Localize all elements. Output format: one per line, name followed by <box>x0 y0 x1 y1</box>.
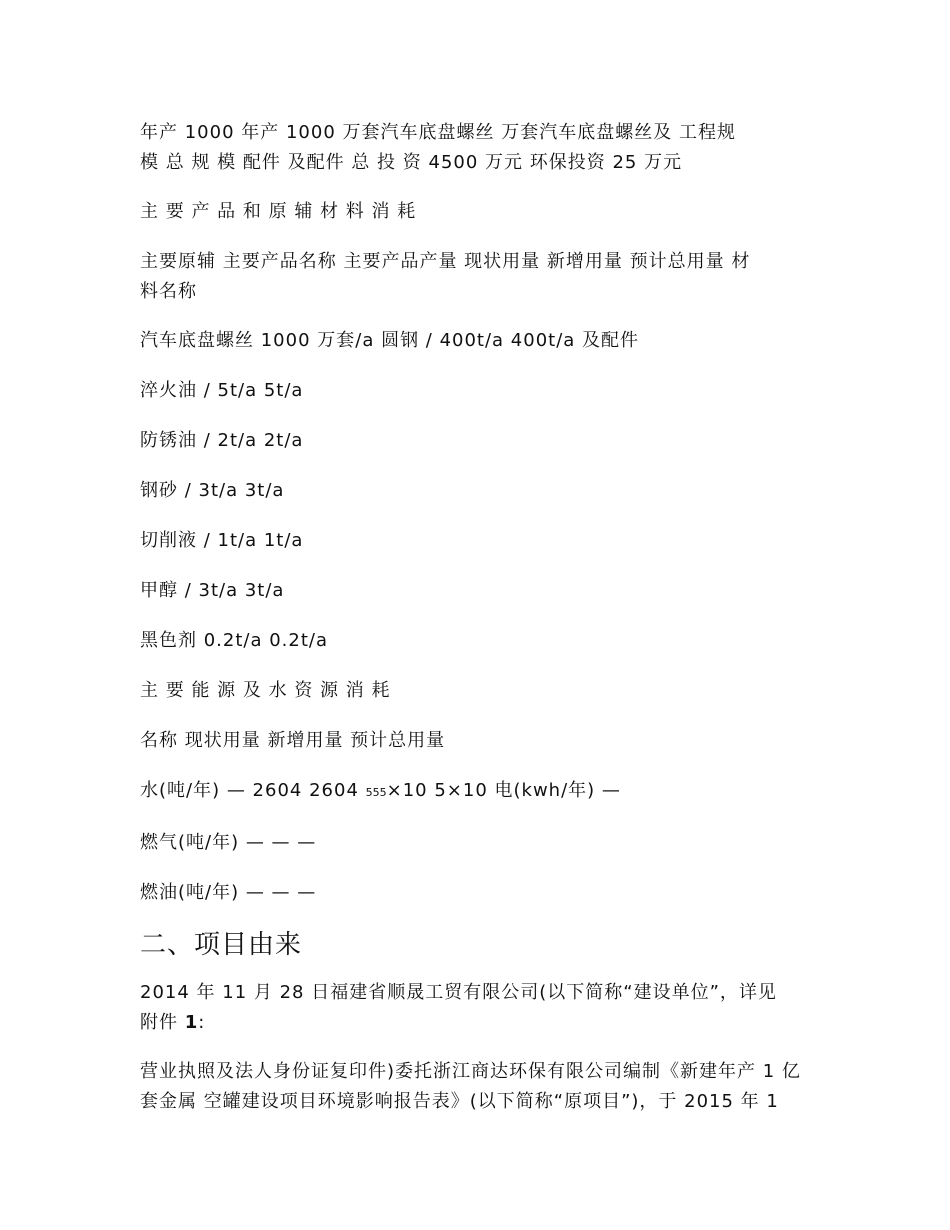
electricity-usage-text: ×10 5×10 电(kwh/年) — <box>386 780 621 801</box>
materials-header-line-1: 主要原辅 主要产品名称 主要产品产量 现状用量 新增用量 预计总用量 材 <box>140 251 751 272</box>
energy-section-title: 主 要 能 源 及 水 资 源 消 耗 <box>140 680 391 701</box>
water-usage-text: 水(吨/年) — 2604 2604 <box>140 780 366 801</box>
section-heading-project-origin: 二、项目由来 <box>140 930 303 960</box>
material-row-steel: 汽车底盘螺丝 1000 万套/a 圆钢 / 400t/a 400t/a 及配件 <box>140 330 640 351</box>
energy-row-water-electricity <box>140 776 810 808</box>
material-row-cutting-fluid: 切削液 / 1t/a 1t/a <box>140 530 304 551</box>
project-scale-line-2: 模 总 规 模 配件 及配件 总 投 资 4500 万元 环保投资 25 万元 <box>140 152 683 173</box>
project-scale-line-1: 年产 1000 年产 1000 万套汽车底盘螺丝 万套汽车底盘螺丝及 工程规 <box>140 122 736 143</box>
materials-section-title: 主 要 产 品 和 原 辅 材 料 消 耗 <box>140 201 417 222</box>
document-page <box>140 118 810 1136</box>
attachment-colon: : <box>198 1012 206 1033</box>
project-origin-line-4: 套金属 空罐建设项目环境影响报告表》(以下简称“原项目”)，于 2015 年 1 <box>140 1091 779 1112</box>
energy-header-row: 名称 现状用量 新增用量 预计总用量 <box>140 730 446 751</box>
material-row-blackening-agent: 黑色剂 0.2t/a 0.2t/a <box>140 630 328 651</box>
attachment-prefix: 附件 <box>140 1012 185 1033</box>
project-scale-paragraph <box>140 118 810 178</box>
attachment-number: 1 <box>184 1012 199 1033</box>
materials-header-paragraph <box>140 247 810 307</box>
project-origin-line-3: 营业执照及法人身份证复印件)委托浙江商达环保有限公司编制《新建年产 1 亿 <box>140 1061 801 1082</box>
material-row-quench-oil: 淬火油 / 5t/a 5t/a <box>140 380 304 401</box>
energy-row-fuel-oil: 燃油(吨/年) — — — <box>140 882 317 903</box>
energy-row-gas: 燃气(吨/年) — — — <box>140 832 317 853</box>
project-origin-paragraph-2 <box>140 1057 810 1117</box>
materials-header-line-2: 料名称 <box>140 281 197 302</box>
material-row-antirust-oil: 防锈油 / 2t/a 2t/a <box>140 430 304 451</box>
material-row-methanol: 甲醇 / 3t/a 3t/a <box>140 580 285 601</box>
project-origin-line-1: 2014 年 11 月 28 日福建省顺晟工贸有限公司(以下简称“建设单位”，详见 <box>140 982 777 1003</box>
exponent-marks: 555 <box>365 786 387 799</box>
project-origin-paragraph-1 <box>140 978 810 1038</box>
material-row-steel-grit: 钢砂 / 3t/a 3t/a <box>140 480 285 501</box>
